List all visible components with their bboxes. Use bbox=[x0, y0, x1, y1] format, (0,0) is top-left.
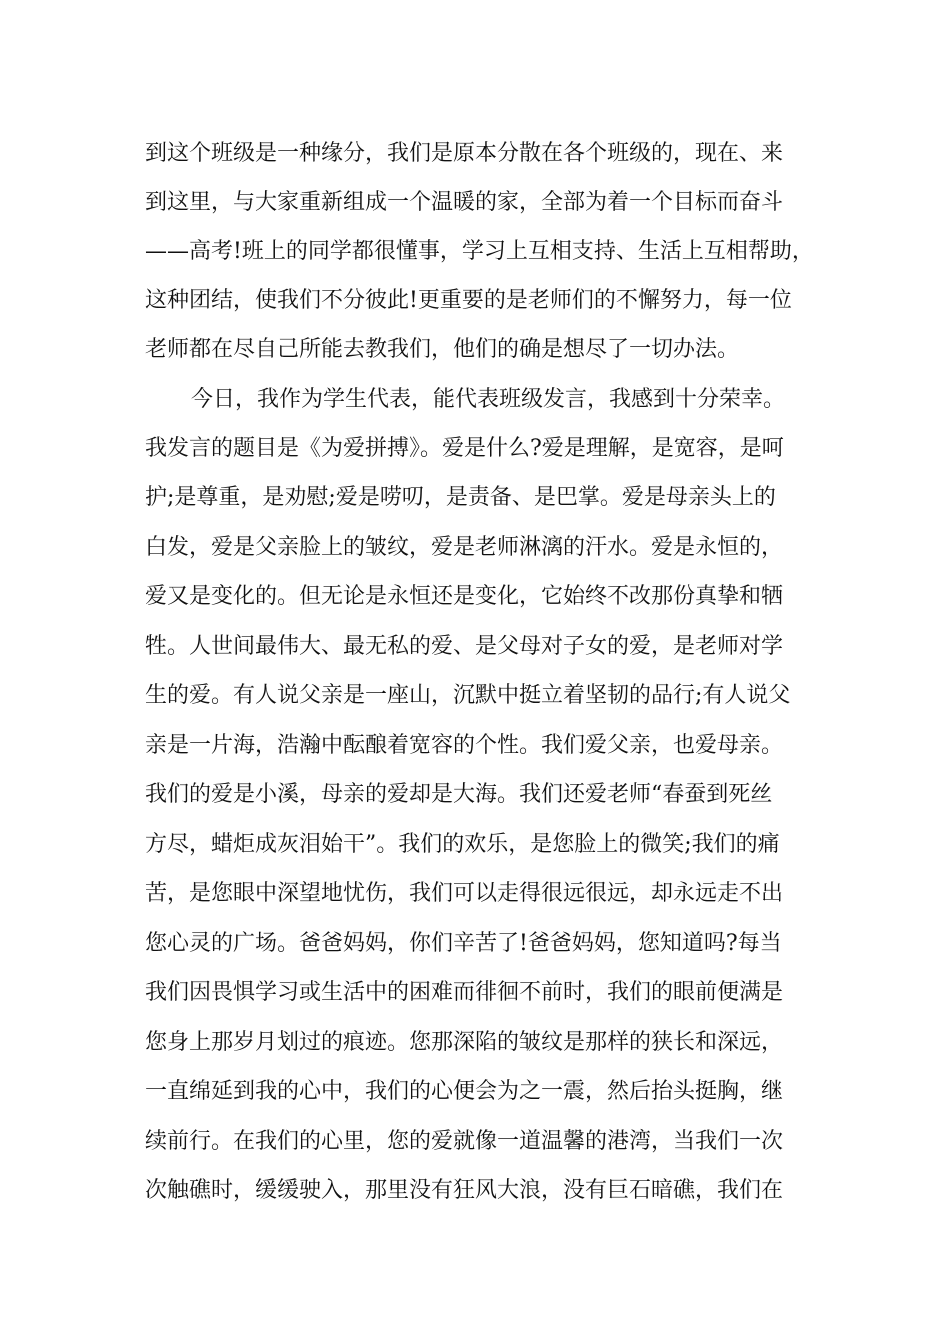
text-line: 我们因畏惧学习或生活中的困难而徘徊不前时，我们的眼前便满是 bbox=[145, 980, 784, 1005]
text-line: 我发言的题目是《为爱拼搏》。爱是什么?爱是理解，是宽容，是呵 bbox=[145, 436, 784, 461]
text-line: 到这个班级是一种缘分，我们是原本分散在各个班级的，现在、来 bbox=[145, 141, 784, 166]
text-line: 次触礁时，缓缓驶入，那里没有狂风大浪，没有巨石暗礁，我们在 bbox=[145, 1178, 784, 1203]
text-line: 老师都在尽自己所能去教我们，他们的确是想尽了一切办法。 bbox=[145, 337, 740, 362]
text-line: 亲是一片海，浩瀚中酝酿着宽容的个性。我们爱父亲，也爱母亲。 bbox=[145, 733, 784, 758]
text-line: 我们的爱是小溪，母亲的爱却是大海。我们还爱老师“春蚕到死丝 bbox=[145, 782, 773, 807]
text-line: 护;是尊重，是劝慰;爱是唠叨，是责备、是巴掌。爱是母亲头上的 bbox=[145, 485, 776, 510]
paragraph-first-line: 今日，我作为学生代表，能代表班级发言，我感到十分荣幸。 bbox=[191, 387, 786, 412]
text-line: 方尽，蜡炬成灰泪始干”。我们的欢乐，是您脸上的微笑;我们的痛 bbox=[145, 832, 780, 857]
text-line: 爱又是变化的。但无论是永恒还是变化，它始终不改那份真挚和牺 bbox=[145, 584, 784, 609]
text-line: 苦，是您眼中深望地忧伤，我们可以走得很远很远，却永远走不出 bbox=[145, 881, 784, 906]
text-line: 生的爱。有人说父亲是一座山，沉默中挺立着坚韧的品行;有人说父 bbox=[145, 683, 791, 708]
text-line: 白发，爱是父亲脸上的皱纹，爱是老师淋漓的汗水。爱是永恒的， bbox=[145, 535, 784, 560]
text-line: 您身上那岁月划过的痕迹。您那深陷的皱纹是那样的狭长和深远， bbox=[145, 1030, 784, 1055]
text-line: 到这里，与大家重新组成一个温暖的家，全部为着一个目标而奋斗 bbox=[145, 190, 784, 215]
text-line: 续前行。在我们的心里，您的爱就像一道温馨的港湾，当我们一次 bbox=[145, 1129, 784, 1154]
text-line: 这种团结，使我们不分彼此!更重要的是老师们的不懈努力，每一位 bbox=[145, 288, 792, 313]
text-line: ——高考!班上的同学都很懂事，学习上互相支持、生活上互相帮助， bbox=[145, 239, 814, 264]
text-line: 您心灵的广场。爸爸妈妈，你们辛苦了!爸爸妈妈，您知道吗?每当 bbox=[145, 931, 782, 956]
text-line: 一直绵延到我的心中，我们的心便会为之一震，然后抬头挺胸，继 bbox=[145, 1079, 784, 1104]
text-line: 牲。人世间最伟大、最无私的爱、是父母对子女的爱，是老师对学 bbox=[145, 634, 784, 659]
